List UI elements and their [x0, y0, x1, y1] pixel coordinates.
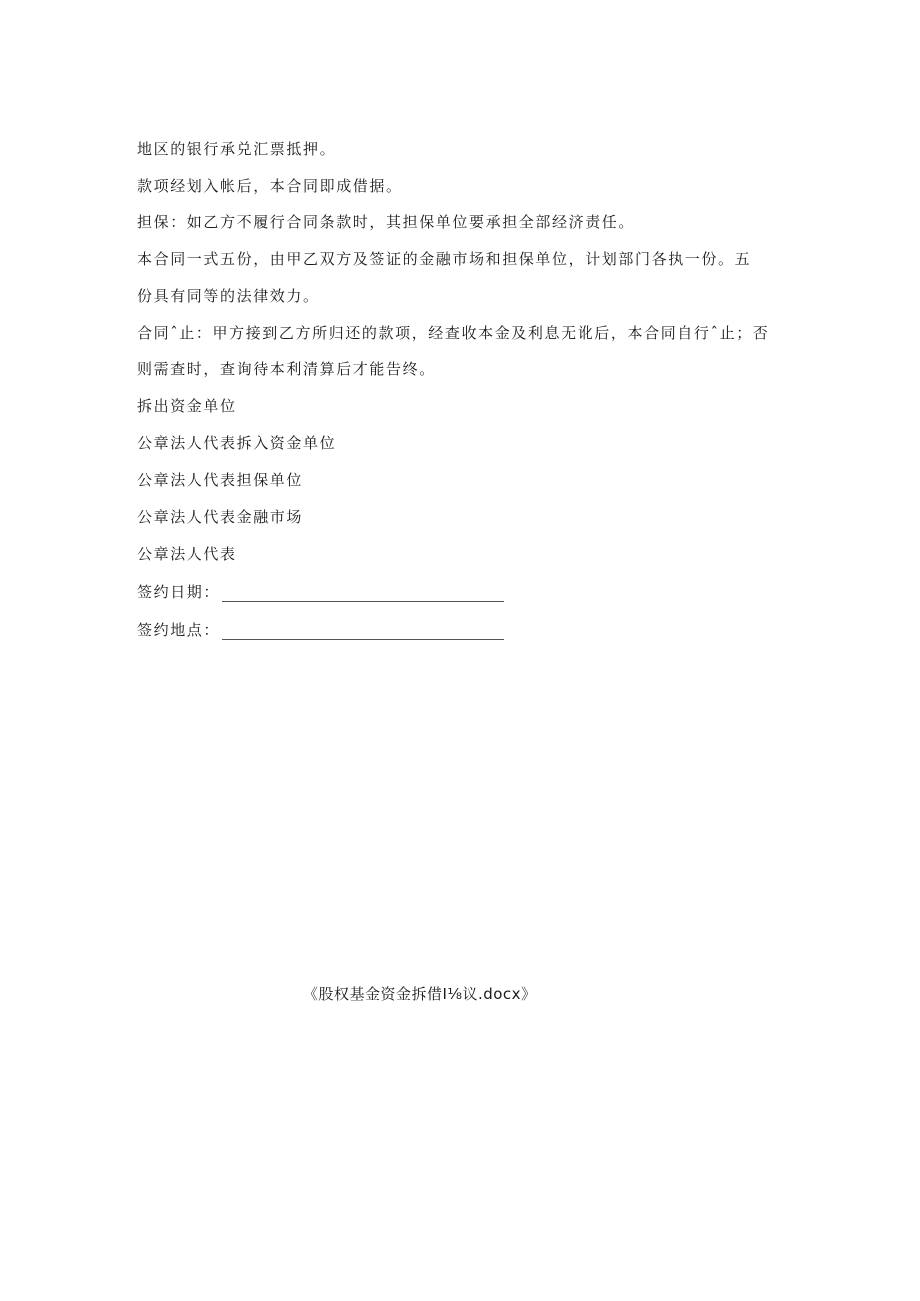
sign-place-row — [137, 620, 504, 640]
sign-date-blank — [222, 585, 504, 602]
sign-place-blank — [222, 623, 504, 640]
text-line: 则需查时，查询待本利清算后才能告终。 — [137, 360, 436, 378]
text-line: 公章法人代表金融市场 — [137, 508, 304, 526]
text-line: 拆出资金单位 — [137, 397, 237, 415]
sign-date-row — [137, 582, 504, 602]
text-line: 本合同一式五份，由甲乙双方及签证的金融市场和担保单位，计划部门各执一份。五 — [137, 250, 752, 268]
sign-place-label: 签约地点： — [137, 621, 221, 639]
text-line: 担保：如乙方不履行合同条款时，其担保单位要承担全部经济责任。 — [137, 213, 636, 231]
text-line: 合同ˆ止：甲方接到乙方所归还的款项，经查收本金及利息无讹后，本合同自行ˆ止；否 — [137, 324, 770, 342]
text-line: 份具有同等的法律效力。 — [137, 287, 320, 305]
text-line: 公章法人代表拆入资金单位 — [137, 434, 337, 452]
text-line: 地区的银行承兑汇票抵押。 — [137, 140, 337, 158]
text-line: 公章法人代表担保单位 — [137, 471, 304, 489]
footer-title: 《股权基金资金拆借I⅛议.docx》 — [303, 985, 537, 1003]
text-line: 公章法人代表 — [137, 545, 237, 563]
text-line: 款项经划入帐后，本合同即成借据。 — [137, 177, 403, 195]
sign-date-label: 签约日期： — [137, 583, 221, 601]
